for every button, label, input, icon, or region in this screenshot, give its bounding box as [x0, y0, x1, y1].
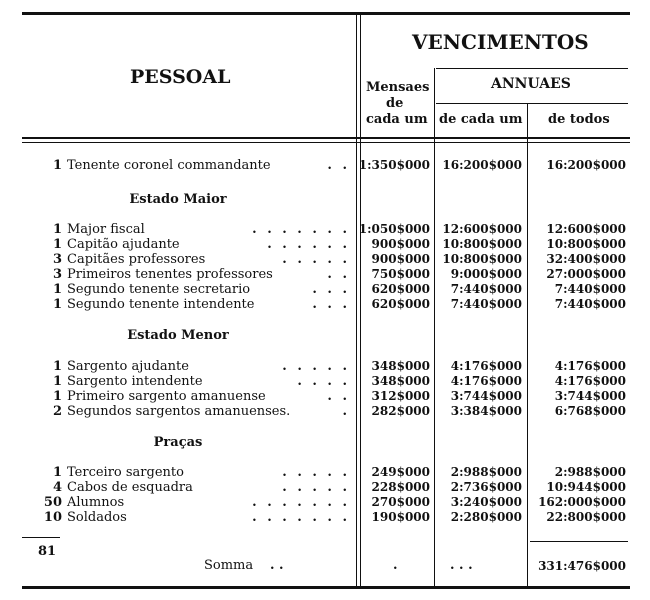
- row-name: Segundo tenente secretario: [67, 282, 251, 297]
- row-name: Alumnos: [67, 495, 125, 510]
- row-name: Segundos sargentos amanuenses.: [67, 404, 291, 419]
- row-dots: . . . . . . .: [252, 495, 350, 510]
- row-quantity: 1: [52, 222, 62, 237]
- row-mensal: 620$000: [371, 282, 430, 296]
- row-quantity: 50: [43, 495, 62, 510]
- somma-dots: . .: [270, 558, 284, 573]
- row-name: Cabos de esquadra: [67, 480, 193, 495]
- row-name: Sargento ajudante: [67, 359, 189, 374]
- row-mensal: 620$000: [371, 297, 430, 311]
- row-annual-total: 6:768$000: [554, 404, 626, 418]
- row-name: Soldados: [67, 510, 127, 525]
- row-annual-total: 10:800$000: [546, 237, 626, 251]
- row-dots: . . . . .: [282, 252, 350, 267]
- row-annual-each: 3:384$000: [450, 404, 522, 418]
- row-annual-total: 3:744$000: [554, 389, 626, 403]
- header-mensaes-3: cada um: [366, 112, 428, 127]
- header-de-todos: de todos: [548, 112, 610, 127]
- row-quantity: 3: [52, 267, 62, 282]
- row-annual-each: 7:440$000: [450, 297, 522, 311]
- row-dots: . . . . . . .: [252, 222, 350, 237]
- row-annual-each: 7:440$000: [450, 282, 522, 296]
- count-rule: [22, 537, 60, 538]
- row-mensal: 1:050$000: [358, 222, 430, 236]
- row-annual-each: 3:744$000: [450, 389, 522, 403]
- row-annual-total: 16:200$000: [546, 158, 626, 172]
- row-annual-each: 4:176$000: [450, 374, 522, 388]
- row-name: Segundo tenente intendente: [67, 297, 255, 312]
- row-quantity: 3: [52, 252, 62, 267]
- row-name: Primeiro sargento amanuense: [67, 389, 266, 404]
- row-mensal: 249$000: [371, 465, 430, 479]
- row-quantity: 1: [52, 359, 62, 374]
- row-mensal: 270$000: [371, 495, 430, 509]
- row-annual-each: 12:600$000: [442, 222, 522, 236]
- row-annual-each: 16:200$000: [442, 158, 522, 172]
- row-mensal: 282$000: [371, 404, 430, 418]
- row-quantity: 2: [52, 404, 62, 419]
- header-bottom-rule-1: [22, 137, 630, 139]
- row-quantity: 10: [43, 510, 62, 525]
- section-heading: Estado Maior: [129, 192, 227, 207]
- bottom-rule: [22, 586, 630, 589]
- somma-total: 331:476$000: [538, 559, 626, 573]
- divider-annuaes: [527, 103, 528, 586]
- header-vencimentos: VENCIMENTOS: [412, 30, 589, 54]
- divider-double-2: [360, 15, 361, 586]
- row-annual-each: 3:240$000: [450, 495, 522, 509]
- header-bottom-rule-2: [22, 142, 630, 143]
- row-annual-total: 12:600$000: [546, 222, 626, 236]
- row-mensal: 190$000: [371, 510, 430, 524]
- somma-annuaes-dots: . . .: [450, 558, 473, 573]
- row-annual-each: 9:000$000: [450, 267, 522, 281]
- row-annual-total: 32:400$000: [546, 252, 626, 266]
- row-dots: .: [342, 404, 350, 419]
- divider-double-1: [356, 15, 357, 586]
- row-mensal: 348$000: [371, 374, 430, 388]
- row-name: Capitão ajudante: [67, 237, 180, 252]
- row-annual-each: 4:176$000: [450, 359, 522, 373]
- row-annual-each: 2:736$000: [450, 480, 522, 494]
- row-annual-total: 162:000$000: [538, 495, 626, 509]
- header-mensaes-2: de: [386, 96, 404, 111]
- annuaes-rule: [436, 68, 628, 69]
- row-dots: . .: [327, 267, 350, 282]
- divider-mensaes: [434, 68, 435, 586]
- row-quantity: 1: [52, 282, 62, 297]
- row-annual-total: 27:000$000: [546, 267, 626, 281]
- row-quantity: 4: [52, 480, 62, 495]
- row-dots: . .: [327, 389, 350, 404]
- header-de-cada-um: de cada um: [439, 112, 523, 127]
- row-mensal: 900$000: [371, 252, 430, 266]
- row-mensal: 750$000: [371, 267, 430, 281]
- row-mensal: 312$000: [371, 389, 430, 403]
- row-annual-total: 10:944$000: [546, 480, 626, 494]
- row-annual-total: 7:440$000: [554, 297, 626, 311]
- row-annual-each: 10:800$000: [442, 237, 522, 251]
- row-mensal: 228$000: [371, 480, 430, 494]
- row-name: Primeiros tenentes professores: [67, 267, 273, 282]
- row-dots: . .: [327, 158, 350, 173]
- row-name: Major fiscal: [67, 222, 145, 237]
- row-quantity: 1: [52, 374, 62, 389]
- row-dots: . . . . .: [282, 480, 350, 495]
- row-mensal: 1:350$000: [358, 158, 430, 172]
- somma-mensaes-dot: .: [393, 558, 398, 573]
- row-quantity: 1: [52, 389, 62, 404]
- header-mensaes-1: Mensaes: [366, 80, 430, 95]
- row-dots: . . . .: [297, 374, 350, 389]
- row-annual-each: 10:800$000: [442, 252, 522, 266]
- row-annual-total: 2:988$000: [554, 465, 626, 479]
- row-annual-total: 4:176$000: [554, 374, 626, 388]
- row-quantity: 1: [52, 158, 62, 173]
- row-quantity: 1: [52, 465, 62, 480]
- row-name: Sargento intendente: [67, 374, 203, 389]
- total-count: 81: [38, 544, 57, 559]
- row-dots: . . . . . . .: [252, 510, 350, 525]
- row-dots: . . . . .: [282, 359, 350, 374]
- header-pessoal: PESSOAL: [130, 66, 231, 88]
- row-annual-each: 2:988$000: [450, 465, 522, 479]
- row-annual-total: 4:176$000: [554, 359, 626, 373]
- header-annuaes: ANNUAES: [491, 76, 571, 92]
- row-dots: . . . . . .: [267, 237, 350, 252]
- section-heading: Praças: [153, 435, 203, 450]
- total-rule: [530, 541, 628, 542]
- row-name: Capitães professores: [67, 252, 206, 267]
- row-quantity: 1: [52, 297, 62, 312]
- row-dots: . . .: [312, 282, 350, 297]
- somma-label: Somma: [204, 558, 254, 573]
- row-name: Tenente coronel commandante: [67, 158, 271, 173]
- row-mensal: 900$000: [371, 237, 430, 251]
- row-annual-total: 22:800$000: [546, 510, 626, 524]
- annuaes-sub-rule: [436, 103, 628, 104]
- row-name: Terceiro sargento: [67, 465, 184, 480]
- top-rule: [22, 12, 630, 15]
- row-annual-each: 2:280$000: [450, 510, 522, 524]
- row-quantity: 1: [52, 237, 62, 252]
- row-dots: . . .: [312, 297, 350, 312]
- row-dots: . . . . .: [282, 465, 350, 480]
- section-heading: Estado Menor: [127, 328, 229, 343]
- row-annual-total: 7:440$000: [554, 282, 626, 296]
- row-mensal: 348$000: [371, 359, 430, 373]
